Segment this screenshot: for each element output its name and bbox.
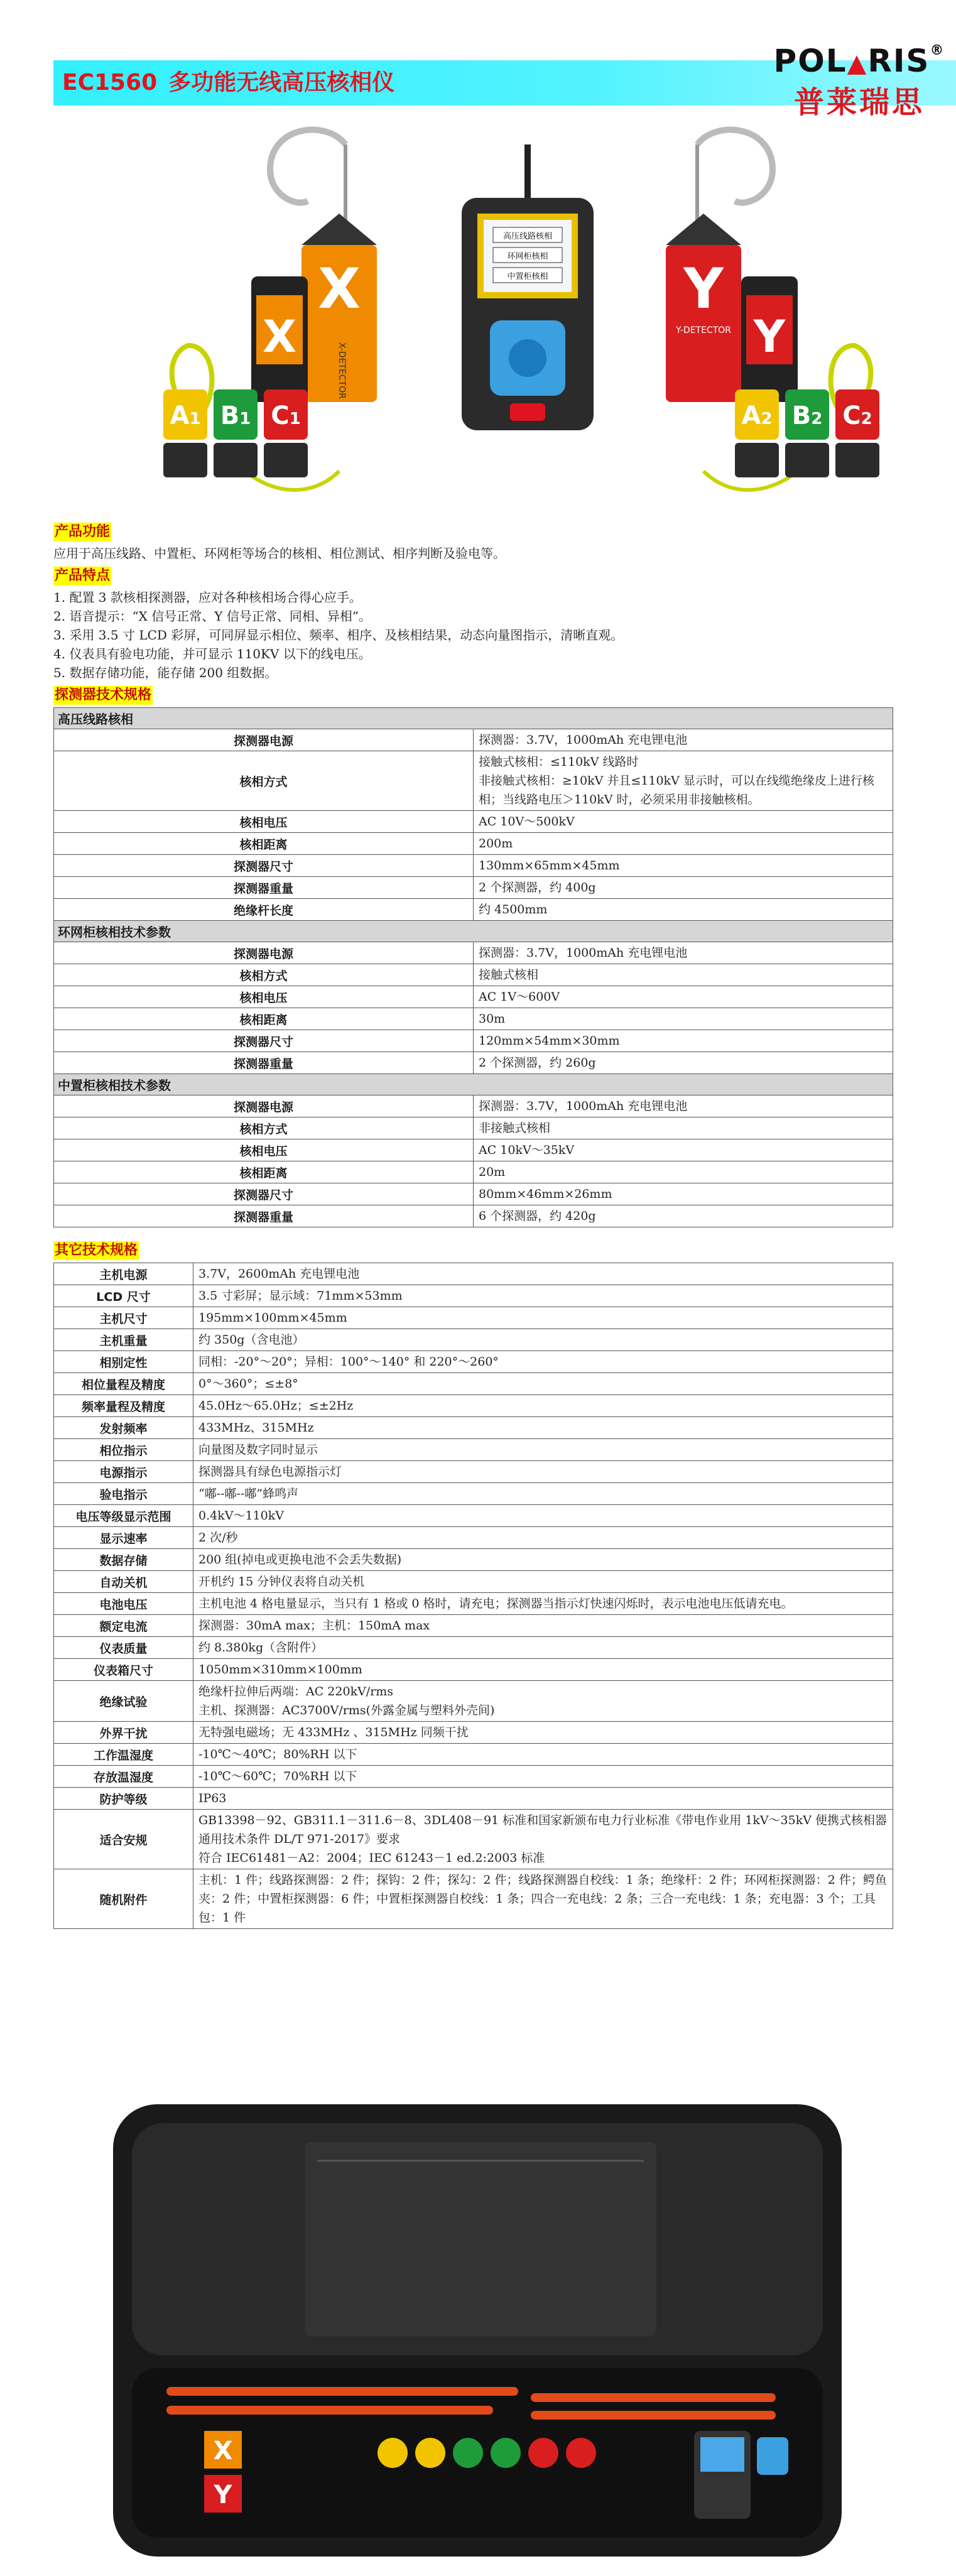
spec-value [193,1483,893,1505]
spec-label: 探测器电源 [54,1095,474,1117]
spec-value-line: 探测器：3.7V，1000mAh 充电锂电池 [479,1099,688,1113]
spec-row [54,1637,893,1659]
spec-value-line: 接触式核相 [479,968,539,982]
features-heading: 产品特点 [53,567,111,585]
spec-value [193,1373,893,1395]
spec-row [54,1373,893,1395]
function-heading: 产品功能 [53,523,111,541]
spec-label: 外界干扰 [54,1722,193,1744]
svg-text:C2: C2 [842,401,872,430]
spec-value-line: 同相：-20°～20°；异相：100°～140° 和 220°～260° [198,1355,499,1369]
svg-text:高压线路核相: 高压线路核相 [502,232,553,241]
spec-label: 核相电压 [54,986,474,1008]
carrying-case-photo [53,2092,903,2569]
spec-row [54,1788,893,1810]
spec-value-line: 30m [479,1012,506,1026]
spec-value-line: 约 4500mm [479,903,548,916]
spec-value-line: 非接触式核相：≥10kV 并且≤110kV 显示时，可以在线缆绝缘皮上进行核相；当线路电压＞110kV 时，必须采用非接触核相。 [479,774,874,807]
spec-value-line: 120mm×54mm×30mm [479,1034,620,1048]
spec-value [193,1681,893,1722]
spec-value [193,1615,893,1637]
spec-row [54,877,893,899]
spec-row [54,1263,893,1285]
detector-spec-heading: 探测器技术规格 [53,686,153,705]
spec-value-line: 符合 IEC61481－A2：2004；IEC 61243－1 ed.2:2003 标准 [198,1851,545,1865]
spec-value [474,1095,893,1117]
spec-value-line: -10℃～60℃；70%RH 以下 [198,1769,357,1783]
spec-row [54,942,893,964]
feature-item: 1. 配置 3 款核相探测器，应对各种核相场合得心应手。 [53,590,362,605]
svg-text:环网柜核相: 环网柜核相 [507,252,548,261]
spec-value [193,1810,893,1869]
brand-logo-en: POL▲RIS® [773,43,945,79]
spec-value-line: 45.0Hz～65.0Hz；≤±2Hz [198,1399,354,1413]
svg-text:B1: B1 [220,401,251,430]
spec-label: 核相距离 [54,833,474,855]
spec-row [54,1285,893,1307]
spec-label: 探测器电源 [54,942,474,964]
spec-label: 仪表箱尺寸 [54,1659,193,1681]
spec-row [54,833,893,855]
navigation-pad-icon [509,339,546,377]
spec-value [193,1351,893,1373]
spec-value [193,1527,893,1549]
spec-value-line: AC 10kV～35kV [479,1143,575,1157]
y-detector-high-voltage [666,214,741,402]
spec-value [474,1183,893,1205]
spec-row [54,1681,893,1722]
spec-label: 相位指示 [54,1439,193,1461]
spec-value [193,1439,893,1461]
spec-value [193,1722,893,1744]
spec-value [193,1766,893,1788]
spec-label: 核相距离 [54,1161,474,1183]
spec-row [54,1869,893,1929]
spec-value-line: 80mm×46mm×26mm [479,1187,612,1201]
spec-row [54,1766,893,1788]
spec-row [54,729,893,751]
spec-label: 频率量程及精度 [54,1395,193,1417]
spec-value [193,1659,893,1681]
spec-value-line: 1050mm×310mm×100mm [198,1663,362,1677]
spec-label: 电源指示 [54,1461,193,1483]
svg-text:中置柜核相: 中置柜核相 [507,272,548,281]
spec-label: 工作温湿度 [54,1744,193,1766]
spec-value-line: 非接触式核相 [479,1121,551,1135]
spec-label: 绝缘杆长度 [54,899,474,921]
spec-label: 适合安规 [54,1810,193,1869]
product-model: EC1560 [62,70,158,95]
spec-value [474,1052,893,1074]
spec-value [193,1637,893,1659]
spec-row [54,1744,893,1766]
spec-row [54,1052,893,1074]
spec-label: 电压等级显示范围 [54,1505,193,1527]
hook-icon [270,130,345,203]
spec-row [54,751,893,811]
spec-label: LCD 尺寸 [54,1285,193,1307]
spec-value [474,899,893,921]
product-name: 多功能无线高压核相仪 [168,70,395,95]
spec-value [474,877,893,899]
spec-label: 相别定性 [54,1351,193,1373]
spec-row [54,899,893,921]
spec-row [54,1351,893,1373]
spec-value [193,1307,893,1329]
spec-value [474,1161,893,1183]
spec-value [193,1788,893,1810]
svg-text:C1: C1 [271,401,301,430]
spec-value [474,986,893,1008]
spec-value-line: 195mm×100mm×45mm [198,1311,347,1325]
spec-value [193,1395,893,1417]
spec-row [54,1722,893,1744]
spec-row [54,1571,893,1593]
spec-row [54,1483,893,1505]
spec-group-title: 环网柜核相技术参数 [54,921,893,942]
clamp-sensor-yellow [378,2438,408,2468]
spec-row [54,1030,893,1052]
x-detector-high-voltage [301,214,377,402]
spec-row [54,1161,893,1183]
spec-row [54,1183,893,1205]
spec-value [193,1329,893,1351]
insulating-rod [531,2393,776,2402]
spec-row [54,1549,893,1571]
spec-label: 核相方式 [54,751,474,811]
spec-label: 自动关机 [54,1571,193,1593]
spec-row [54,1461,893,1483]
spec-value-line: 3.5 寸彩屏；显示域：71mm×53mm [198,1289,403,1303]
spec-label: 仪表质量 [54,1637,193,1659]
spec-value-line: GB13398－92、GB311.1－311.6－8、3DL408－91 标准和国家新颁布电力行业标准《带电作业用 1kV～35kV 便携式核相器通用技术条件 DL/T 971-2017》要求 [198,1813,888,1846]
spec-value-line: 200 组(掉电或更换电池不会丢失数据) [198,1553,402,1567]
y-detector-ring-main [741,276,798,402]
insulating-rod [166,2406,493,2415]
spec-value-line: 2 个探测器，约 400g [479,881,596,894]
spec-value-line: 主机：1 件；线路探测器：2 件；探钩：2 件；探勾：2 件；线路探测器自校线：1 条；绝缘杆：2 件；环网柜探测器：2 件；鳄鱼夹：2 件；中置柜探测器：6 件；中置柜探测器自校线：1 条；四合一充电线：2 条；三合一充电线：1 条；充电器：3 个；工具包：1 件 [198,1873,887,1925]
svg-text:X: X [213,2437,233,2465]
clamp-sensor-red [566,2438,596,2468]
spec-value-line: 0.4kV～110kV [198,1509,284,1523]
spec-value-line: -10℃～40℃；80%RH 以下 [198,1747,357,1761]
spec-row [54,1810,893,1869]
power-button-icon [510,403,545,421]
brand-logo [765,43,953,120]
spec-value [193,1505,893,1527]
spec-label: 显示速率 [54,1527,193,1549]
spec-label: 绝缘试验 [54,1681,193,1722]
other-spec-heading: 其它技术规格 [53,1241,139,1260]
spec-value-line: 约 350g（含电池） [198,1333,305,1347]
spec-value-line: AC 1V～600V [479,990,560,1004]
page-title [62,67,394,99]
spec-group-title: 中置柜核相技术参数 [54,1074,893,1095]
svg-text:X: X [263,311,296,362]
function-text: 应用于高压线路、中置柜、环网柜等场合的核相、相位测试、相序判断及验电等。 [53,546,506,561]
spec-row [54,1008,893,1030]
spec-row [54,1117,893,1139]
spec-label: 探测器尺寸 [54,1030,474,1052]
spec-value [193,1549,893,1571]
spec-row [54,1593,893,1615]
spec-value [474,942,893,964]
spec-value [193,1263,893,1285]
clamp-sensor-green [491,2438,521,2468]
feature-item: 2. 语音提示：“X 信号正常、Y 信号正常、同相、异相”。 [53,609,372,624]
spec-group-row [54,708,893,729]
spec-value [474,1117,893,1139]
spec-label: 核相电压 [54,1139,474,1161]
spec-value [193,1417,893,1439]
clamp-sensor-red [528,2438,558,2468]
svg-text:Y-DETECTOR: Y-DETECTOR [675,325,732,335]
spec-row [54,1205,893,1227]
spec-value-line: 130mm×65mm×45mm [479,859,620,872]
spec-row [54,1307,893,1329]
spec-label: 核相电压 [54,811,474,833]
spec-value-line: AC 10V～500kV [479,815,575,829]
spec-value-line: 探测器：3.7V，1000mAh 充电锂电池 [479,733,688,747]
spec-row [54,1139,893,1161]
spec-value-line: 0°～360°；≤±8° [198,1377,298,1391]
spec-label: 随机附件 [54,1869,193,1929]
spec-value-line: 主机、探测器：AC3700V/rms(外露金属与塑料外壳间) [198,1704,495,1717]
spec-value-line: 2 次/秒 [198,1531,238,1545]
svg-text:X-DETECTOR: X-DETECTOR [337,342,347,399]
spec-label: 验电指示 [54,1483,193,1505]
spec-row [54,1439,893,1461]
spec-value [193,1593,893,1615]
spec-row [54,1095,893,1117]
clamp-sensors-right [735,389,879,477]
spec-value [474,1139,893,1161]
spec-label: 探测器尺寸 [54,855,474,877]
spec-label: 发射频率 [54,1417,193,1439]
spec-row [54,1395,893,1417]
spec-row [54,811,893,833]
spec-value [474,811,893,833]
spec-value-line: 20m [479,1165,506,1179]
spec-group-row [54,921,893,942]
spec-value [193,1744,893,1766]
other-spec-table [53,1263,893,1929]
spec-label: 主机电源 [54,1263,193,1285]
spec-value [193,1571,893,1593]
spec-value [193,1461,893,1483]
spec-value-line: 开机约 15 分钟仪表将自动关机 [198,1575,365,1589]
svg-text:Y: Y [753,311,786,362]
spec-group-title: 高压线路核相 [54,708,893,729]
spec-label: 相位量程及精度 [54,1373,193,1395]
svg-text:X: X [318,256,361,321]
spec-value-line: 无特强电磁场；无 433MHz 、315MHz 同频干扰 [198,1725,469,1739]
spec-label: 存放温湿度 [54,1766,193,1788]
insulating-rod [166,2387,518,2396]
spec-row [54,964,893,986]
svg-text:Y: Y [214,2481,232,2509]
spec-value-line: 200m [479,837,513,851]
spec-value-line: 向量图及数字同时显示 [198,1443,318,1457]
host-meter [462,144,594,430]
spec-value-line: 绝缘杆拉伸后两端：AC 220kV/rms [198,1685,394,1698]
spec-label: 探测器电源 [54,729,474,751]
spec-label: 探测器重量 [54,1205,474,1227]
clamp-sensors-left [163,389,308,477]
spec-group-row [54,1074,893,1095]
spec-row [54,1615,893,1637]
svg-text:A2: A2 [741,401,773,430]
spec-label: 防护等级 [54,1788,193,1810]
x-detector-ring-main [251,276,308,402]
clamp-sensor-green [453,2438,483,2468]
detector-spec-table [53,707,893,1227]
spec-label: 探测器重量 [54,1052,474,1074]
spec-label: 核相方式 [54,1117,474,1139]
spec-label: 电池电压 [54,1593,193,1615]
svg-text:B2: B2 [791,401,823,430]
spec-value-line: 探测器：30mA max；主机：150mA max [198,1619,430,1633]
insulating-rod [531,2411,776,2420]
spec-value-line: 探测器：3.7V，1000mAh 充电锂电池 [479,946,688,960]
hook-icon [697,130,773,203]
svg-text:A1: A1 [170,401,201,430]
spec-label: 核相方式 [54,964,474,986]
svg-text:Y: Y [683,256,724,321]
spec-row [54,1659,893,1681]
spec-label: 主机重量 [54,1329,193,1351]
spec-value [474,964,893,986]
spec-value-line: 接触式核相：≤110kV 线路时 [479,755,639,769]
spec-value-line: 433MHz、315MHz [198,1421,314,1435]
spec-value [193,1285,893,1307]
spec-value-line: 约 8.380kg（含附件） [198,1641,323,1655]
spec-value-line: “嘟--嘟--嘟”蜂鸣声 [198,1487,299,1501]
spec-row [54,1329,893,1351]
brand-logo-cn: 普莱瑞思 [793,85,925,120]
spec-label: 主机尺寸 [54,1307,193,1329]
clamp-sensor-yellow [415,2438,445,2468]
spec-value [474,751,893,811]
spec-label: 探测器尺寸 [54,1183,474,1205]
spec-value-line: IP63 [198,1791,227,1805]
spec-row [54,1527,893,1549]
spec-label: 数据存储 [54,1549,193,1571]
spec-value [474,729,893,751]
feature-item: 3. 采用 3.5 寸 LCD 彩屏，可同屏显示相位、频率、相序、及核相结果，动态向量图指示，清晰直观。 [53,628,624,643]
spec-value [474,833,893,855]
spec-label: 额定电流 [54,1615,193,1637]
feature-item: 5. 数据存储功能，能存储 200 组数据。 [53,665,278,680]
spec-value [474,855,893,877]
spec-value [193,1869,893,1929]
spec-label: 核相距离 [54,1008,474,1030]
spec-value-line: 探测器具有绿色电源指示灯 [198,1465,342,1479]
spec-value [474,1205,893,1227]
spec-value [474,1008,893,1030]
spec-row [54,1417,893,1439]
spec-value [474,1030,893,1052]
spec-value-line: 主机电池 4 格电量显示，当只有 1 格或 0 格时，请充电；探测器当指示灯快速闪烁时，表示电池电压低请充电。 [198,1597,793,1611]
spec-value-line: 3.7V，2600mAh 充电锂电池 [198,1267,360,1281]
spec-value-line: 6 个探测器，约 420g [479,1209,596,1223]
spec-row [54,1505,893,1527]
screen-menu [493,227,562,283]
spec-value-line: 2 个探测器，约 260g [479,1056,596,1070]
spec-row [54,855,893,877]
spec-row [54,986,893,1008]
spec-label: 探测器重量 [54,877,474,899]
product-illustration [151,119,892,509]
feature-item: 4. 仪表具有验电功能，并可显示 110KV 以下的线电压。 [53,646,371,661]
